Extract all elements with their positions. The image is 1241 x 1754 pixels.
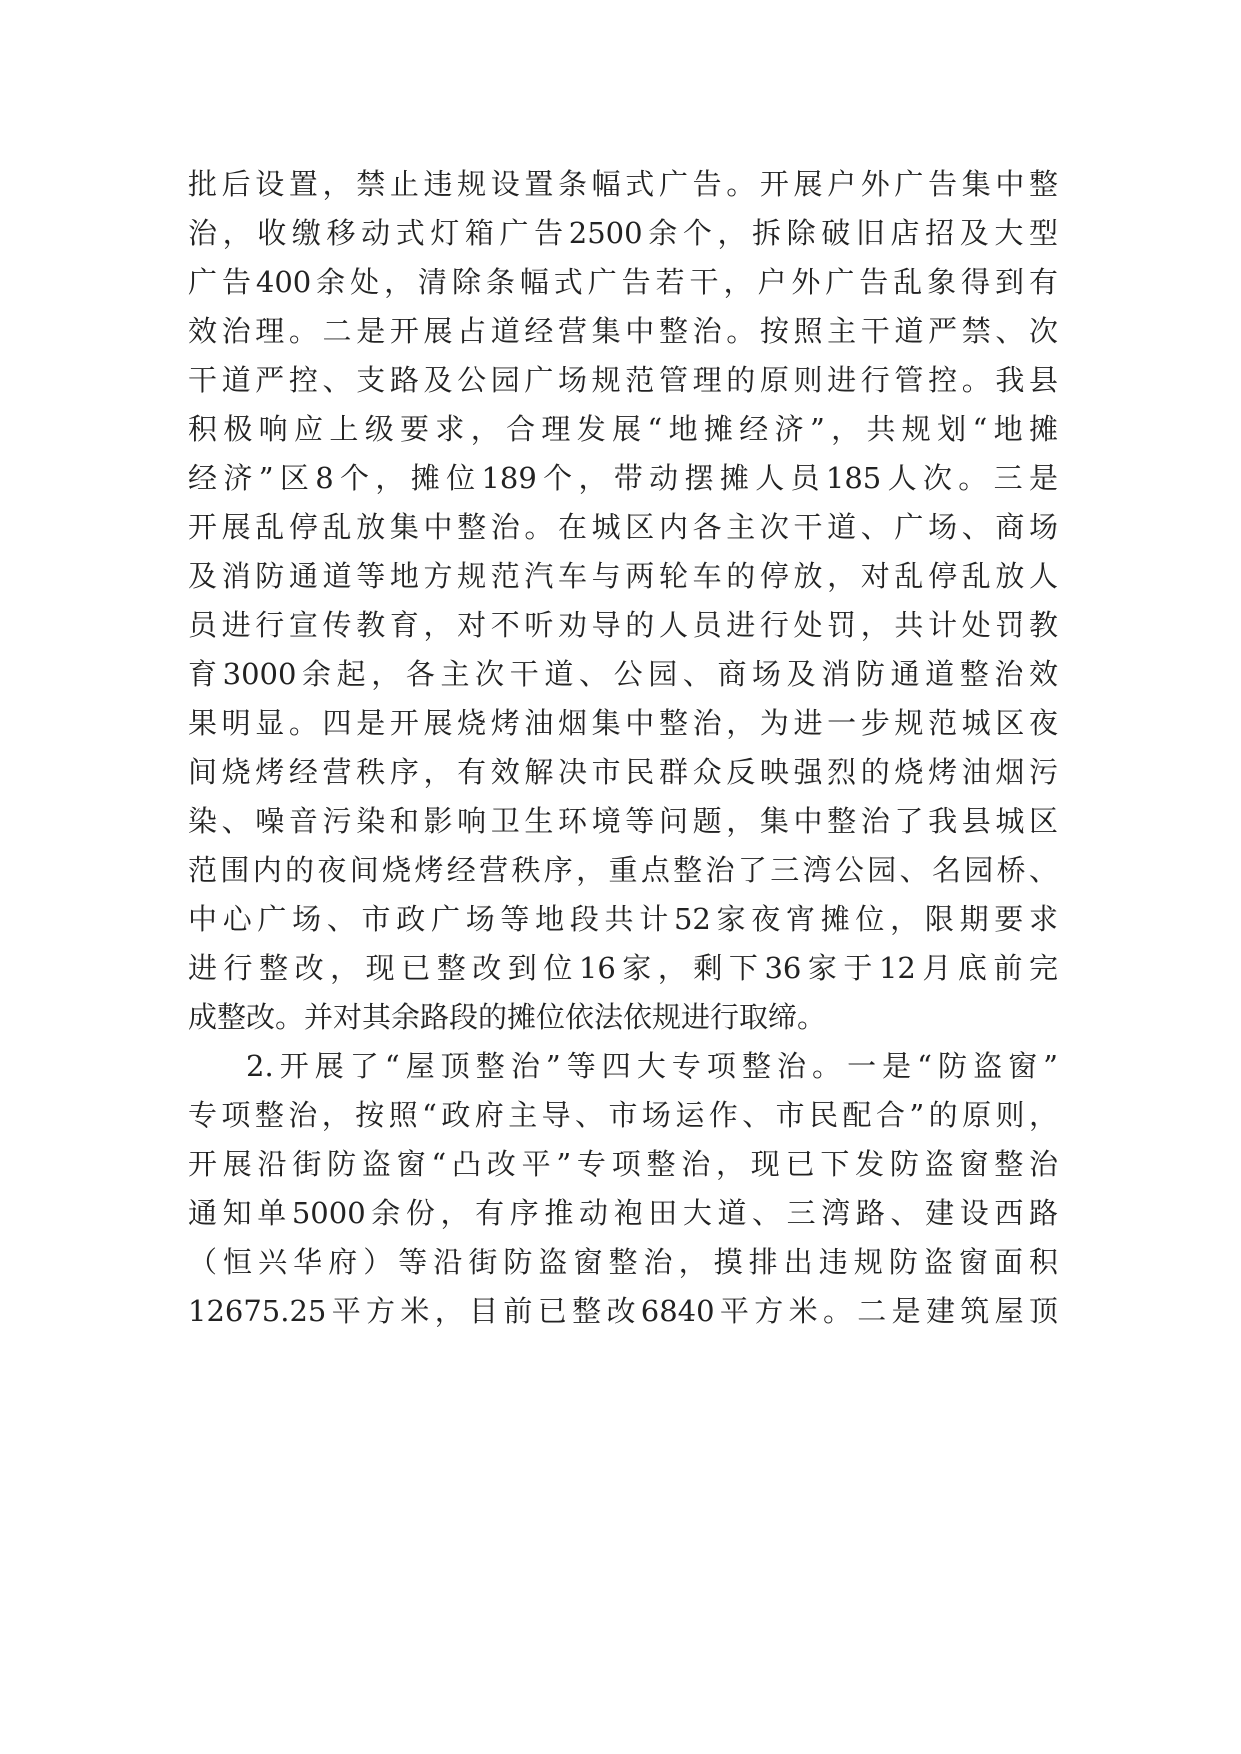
text-line: 效治理。二是开展占道经营集中整治。按照主干道严禁、次 xyxy=(188,314,1058,348)
body-text xyxy=(188,160,1058,1336)
text-line: 治，收缴移动式灯箱广告2500余个，拆除破旧店招及大型 xyxy=(188,216,1058,250)
text-line: 批后设置，禁止违规设置条幅式广告。开展户外广告集中整 xyxy=(188,167,1058,201)
text-line: 进行整改，现已整改到位16家，剩下36家于12月底前完 xyxy=(188,951,1058,985)
text-line: 通知单5000余份，有序推动袍田大道、三湾路、建设西路 xyxy=(188,1196,1058,1230)
text-line: 干道严控、支路及公园广场规范管理的原则进行管控。我县 xyxy=(188,363,1058,397)
text-line: 及消防通道等地方规范汽车与两轮车的停放，对乱停乱放人 xyxy=(188,559,1058,593)
text-line: 育3000余起，各主次干道、公园、商场及消防通道整治效 xyxy=(188,657,1058,691)
text-line: 中心广场、市政广场等地段共计52家夜宵摊位，限期要求 xyxy=(188,902,1058,936)
text-line: 范围内的夜间烧烤经营秩序，重点整治了三湾公园、名园桥、 xyxy=(188,853,1058,887)
text-line: （恒兴华府）等沿街防盗窗整治，摸排出违规防盗窗面积 xyxy=(188,1245,1058,1279)
text-line: 经济”区8个，摊位189个，带动摆摊人员185人次。三是 xyxy=(188,461,1058,495)
text-line: 专项整治，按照“政府主导、市场运作、市民配合”的原则， xyxy=(188,1098,1058,1132)
text-line: 染、噪音污染和影响卫生环境等问题，集中整治了我县城区 xyxy=(188,804,1058,838)
text-line: 开展沿街防盗窗“凸改平”专项整治，现已下发防盗窗整治 xyxy=(188,1147,1058,1181)
text-line: 员进行宣传教育，对不听劝导的人员进行处罚，共计处罚教 xyxy=(188,608,1058,642)
paragraph-end-line: 成整改。并对其余路段的摊位依法依规进行取缔。 xyxy=(188,1000,827,1034)
text-line: 间烧烤经营秩序，有效解决市民群众反映强烈的烧烤油烟污 xyxy=(188,755,1058,789)
paragraph-start-line: 2.开展了“屋顶整治”等四大专项整治。一是“防盗窗” xyxy=(246,1049,1058,1083)
text-line: 12675.25平方米，目前已整改6840平方米。二是建筑屋顶 xyxy=(188,1294,1058,1328)
text-line: 果明显。四是开展烧烤油烟集中整治，为进一步规范城区夜 xyxy=(188,706,1058,740)
text-line: 广告400余处，清除条幅式广告若干，户外广告乱象得到有 xyxy=(188,265,1058,299)
text-line: 开展乱停乱放集中整治。在城区内各主次干道、广场、商场 xyxy=(188,510,1058,544)
text-line: 积极响应上级要求，合理发展“地摊经济”，共规划“地摊 xyxy=(188,412,1058,446)
